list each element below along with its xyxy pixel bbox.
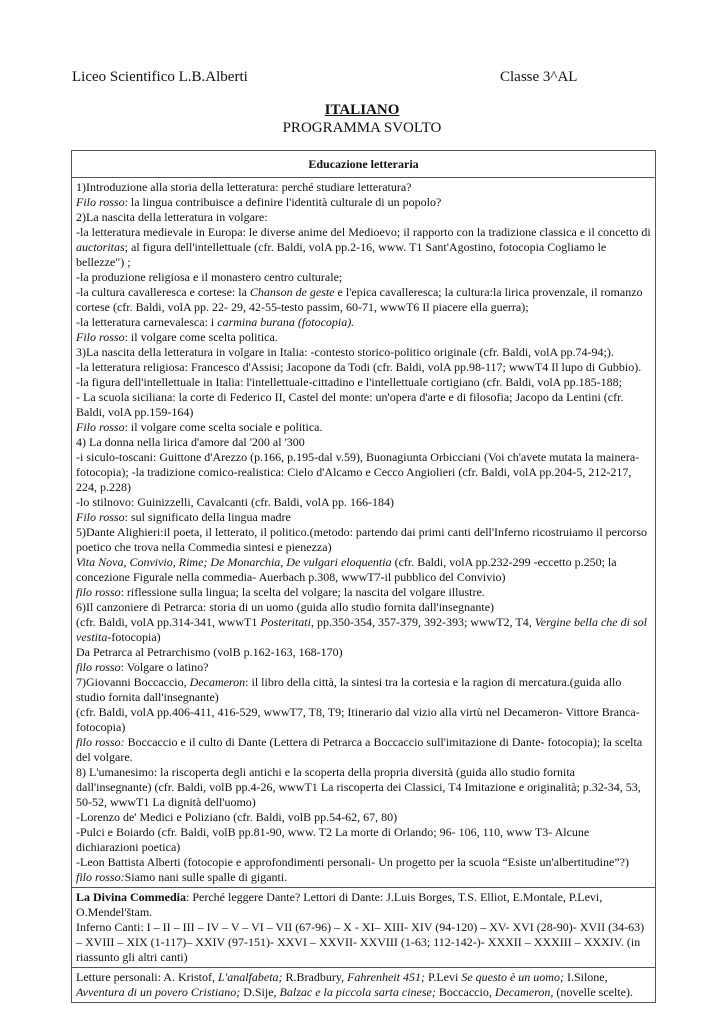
text-run: filo rosso — [76, 585, 121, 599]
text-run: Inferno Canti: I – II – III – IV – V – VI – VII (67-96) – X - XI– XIII- XIV (94-120) – XV- XVI (28-90)- XVII (34-63) – XVIII – XIX (1-117)– XXIV (97-151)- XXVI – XXVII- XXVIII (1-63; 112-142-)- XXXII – XXXIII – XXXIV. (in riassunto gli altri canti) — [76, 920, 645, 964]
program-line — [76, 495, 651, 510]
program-line — [76, 765, 651, 810]
program-line — [76, 890, 651, 920]
text-run: 7)Giovanni Boccaccio, — [76, 675, 190, 689]
program-line — [76, 450, 651, 495]
text-run: -la letteratura religiosa: Francesco d'Assisi; Jacopone da Todi (cfr. Baldi, volA pp.98-117; wwwT4 Il lupo di Gubbio). — [76, 360, 642, 374]
text-run: : il volgare come scelta sociale e politica. — [124, 420, 323, 434]
program-line — [76, 855, 651, 870]
program-line — [76, 270, 651, 285]
text-run: 8) L'umanesimo: la riscoperta degli antichi e la scoperta della propria diversità (guida allo studio fornita dall'insegnante) (cfr. Baldi, volB pp.4-26, wwwT1 La riscoperta dei Classici, T4 Imitazione e originalità; p.32-34, 53, 50-52, wwwT1 La dignità dell'uomo) — [76, 765, 641, 809]
text-run: : Perché leggere Dante? Lettori di Dante: J.Luis Borges, T.S. Elliot, E.Montale, P.Levi, O.Mendel'štam. — [76, 890, 603, 919]
program-line — [76, 615, 651, 645]
text-run: ; al figura dell'intellettuale (cfr. Baldi, volA pp.2-16, www. T1 Sant'Agostino, fotocopia Cogliamo le bellezze") ; — [76, 240, 607, 269]
text-run: Filo rosso — [76, 330, 125, 344]
text-run: -fotocopia) — [107, 630, 161, 644]
main-program-cell — [72, 178, 655, 888]
program-line — [76, 210, 651, 225]
text-run: Vita Nova, Convivio, Rime; De Monarchia, De vulgari eloquentia — [76, 555, 392, 569]
text-run: -Leon Battista Alberti (fotocopie e approfondimenti personali- Un progetto per la scuola “Esiste un'albertitudine”?) — [76, 855, 629, 869]
program-line — [76, 225, 651, 270]
text-run: -Pulci e Boiardo (cfr. Baldi, volB pp.81-90, www. T2 La morte di Orlando; 96- 106, 110, www T3- Alcune dichiarazioni poetica) — [76, 825, 590, 854]
document-subtitle: PROGRAMMA SVOLTO — [282, 120, 442, 136]
text-run: 3)La nascita della letteratura in volgare in Italia: -contesto storico-politico originale (cfr. Baldi, volA pp.74-94;). — [76, 345, 614, 359]
text-run: -la figura dell'intellettuale in Italia: l'intellettuale-cittadino e l'intellettuale cortigiano (cfr. Baldi, volA pp.185-188; — [76, 375, 622, 389]
text-run: L'analfabeta; — [217, 970, 283, 984]
personal-readings-cell — [72, 968, 655, 1003]
text-run: -la produzione religiosa e il monastero centro culturale; — [76, 270, 343, 284]
text-run: -la cultura cavalleresca e cortese: la — [76, 285, 250, 299]
program-line — [76, 600, 651, 615]
program-table — [71, 150, 656, 1003]
program-line — [76, 315, 651, 330]
text-run: (cfr. Baldi, volA pp.406-411, 416-529, wwwT7, T8, T9; Itinerario dal vizio alla virtù nel Decameron- Vittore Branca-fotocopia) — [76, 705, 640, 734]
school-name: Liceo Scientifico L.B.Alberti — [72, 69, 248, 85]
text-run: Decameron, — [494, 985, 554, 999]
text-run: : il libro della città, la sintesi tra la cortesia e la ragion di mercatura.(guida allo studio fornita dall'insegnante) — [76, 675, 622, 704]
text-run: -la letteratura carnevalesca: i — [76, 315, 218, 329]
program-line — [76, 375, 651, 390]
text-run: Fahrenheit 451; — [347, 970, 425, 984]
text-run: Boccaccio e il culto di Dante (Lettera di Petrarca a Boccaccio sull'imitazione di Dante- fotocopia); la scelta del volgare. — [76, 735, 643, 764]
text-run: : riflessione sulla lingua; la scelta del volgare; la nascita del volgare illustre. — [120, 585, 485, 599]
program-line — [76, 360, 651, 375]
text-run: filo rosso — [76, 660, 121, 674]
program-line — [76, 390, 651, 420]
text-run: (novelle scelte). — [553, 985, 633, 999]
program-line — [76, 920, 651, 965]
text-run: Balzac e la piccola sarta cinese; — [279, 985, 436, 999]
text-run: Filo rosso — [76, 195, 125, 209]
program-line — [76, 825, 651, 855]
program-line — [76, 660, 651, 675]
text-run: (cfr. Baldi, volA pp.232-299 -eccetto p.250; la concezione Figurale nella commedia- Auerbach p.308, wwwT7-il pubblico del Convivio) — [76, 555, 617, 584]
program-line — [76, 645, 651, 660]
text-run: Decameron — [189, 675, 246, 689]
text-run: (cfr. Baldi, volA pp.314-341, wwwT1 — [76, 615, 261, 629]
text-run: Vergine bella che di sol vestita — [76, 615, 647, 644]
text-run: 6)Il canzoniere di Petrarca: storia di un uomo (guida allo studio fornita dall'insegnante) — [76, 600, 495, 614]
text-run: filo rosso: — [76, 870, 125, 884]
program-line — [76, 510, 651, 525]
text-run: Letture personali: A. Kristof, — [76, 970, 218, 984]
text-run: auctoritas — [76, 240, 125, 254]
program-line — [76, 285, 651, 315]
text-run: Posteritati — [260, 615, 311, 629]
text-run: R.Bradbury, — [282, 970, 348, 984]
text-run: Siamo nani sulle spalle di giganti. — [124, 870, 288, 884]
text-run: -i siculo-toscani: Guittone d'Arezzo (p.166, p.195-dal v.59), Buonagiunta Orbicciani (Voi ch'avete mutata la mainera-fotocopia); -la tradizione comico-realistica: Cielo d'Alcamo e Cecco Angiolieri (cfr. Baldi, volA pp.204-5, 212-217, 224, p.228) — [76, 450, 640, 494]
program-line — [76, 345, 651, 360]
text-run: e l'epica cavalleresca; la cultura:la lirica provenzale, il romanzo cortese (cfr. Baldi, volA pp. 22- 29, 42-55-testo passim, 60-71, wwwT6 Il piacere ella guerra); — [76, 285, 643, 314]
program-line — [76, 435, 651, 450]
text-run: : sul significato della lingua madre — [124, 510, 291, 524]
text-run: -la letteratura medievale in Europa: le diverse anime del Medioevo; il rapporto con la tradizione classica e il concetto di — [76, 225, 651, 239]
program-line — [76, 870, 651, 885]
text-run: Boccaccio, — [435, 985, 495, 999]
program-line — [76, 810, 651, 825]
program-line — [76, 970, 651, 1000]
document-title: ITALIANO — [324, 102, 400, 118]
text-run: -Lorenzo de' Medici e Poliziano (cfr. Baldi, volB pp.54-62, 67, 80) — [76, 810, 398, 824]
program-line — [76, 705, 651, 735]
text-run: : il volgare come scelta politica. — [124, 330, 278, 344]
text-run: filo rosso: — [76, 735, 125, 749]
text-run: 5)Dante Alighieri:il poeta, il letterato, il politico.(metodo: partendo dai primi canti dell'Inferno ricostruiamo il percorso poetico che trova nella Commedia sintesi e pienezza) — [76, 525, 647, 554]
text-run: Avventura di un povero Cristiano; — [76, 985, 241, 999]
program-line — [76, 525, 651, 555]
text-run: : Volgare o latino? — [120, 660, 209, 674]
text-run: Da Petrarca al Petrarchismo (volB p.162-163, 168-170) — [76, 645, 343, 659]
text-run: , pp.350-354, 357-379, 392-393; wwwT2, T4, — [310, 615, 535, 629]
program-line — [76, 330, 651, 345]
text-run: : la lingua contribuisce a definire l'identità culturale di un popolo? — [124, 195, 442, 209]
text-run: Se questo è un uomo; — [461, 970, 564, 984]
text-run: D.Sije, — [240, 985, 280, 999]
text-run: - La scuola siciliana: la corte di Federico II, Castel del monte: un'opera d'arte e di filosofia; Jacopo da Lentini (cfr. Baldi, volA pp.159-164) — [76, 390, 624, 419]
text-run: -lo stilnovo: Guinizzelli, Cavalcanti (cfr. Baldi, volA pp. 166-184) — [76, 495, 394, 509]
text-run: Filo rosso — [76, 510, 125, 524]
text-run: 1)Introduzione alla storia della letteratura: perché studiare letteratura? — [76, 180, 412, 194]
divina-commedia-cell — [72, 888, 655, 968]
text-run: 2)La nascita della letteratura in volgare: — [76, 210, 268, 224]
text-run: Chanson de geste — [249, 285, 335, 299]
program-line — [76, 195, 651, 210]
text-run: 4) La donna nella lirica d'amore dal '200 al '300 — [76, 435, 305, 449]
program-line — [76, 420, 651, 435]
program-line — [76, 675, 651, 705]
text-run: carmina burana (fotocopia). — [217, 315, 355, 329]
program-line — [76, 180, 651, 195]
class-label: Classe 3^AL — [500, 69, 578, 85]
program-line — [76, 585, 651, 600]
text-run: Filo rosso — [76, 420, 125, 434]
text-run: La Divina Commedia — [76, 890, 187, 904]
program-line — [76, 735, 651, 765]
text-run: I.Silone, — [563, 970, 608, 984]
text-run: P.Levi — [424, 970, 462, 984]
program-line — [76, 555, 651, 585]
table-heading: Educazione letteraria — [72, 151, 655, 178]
